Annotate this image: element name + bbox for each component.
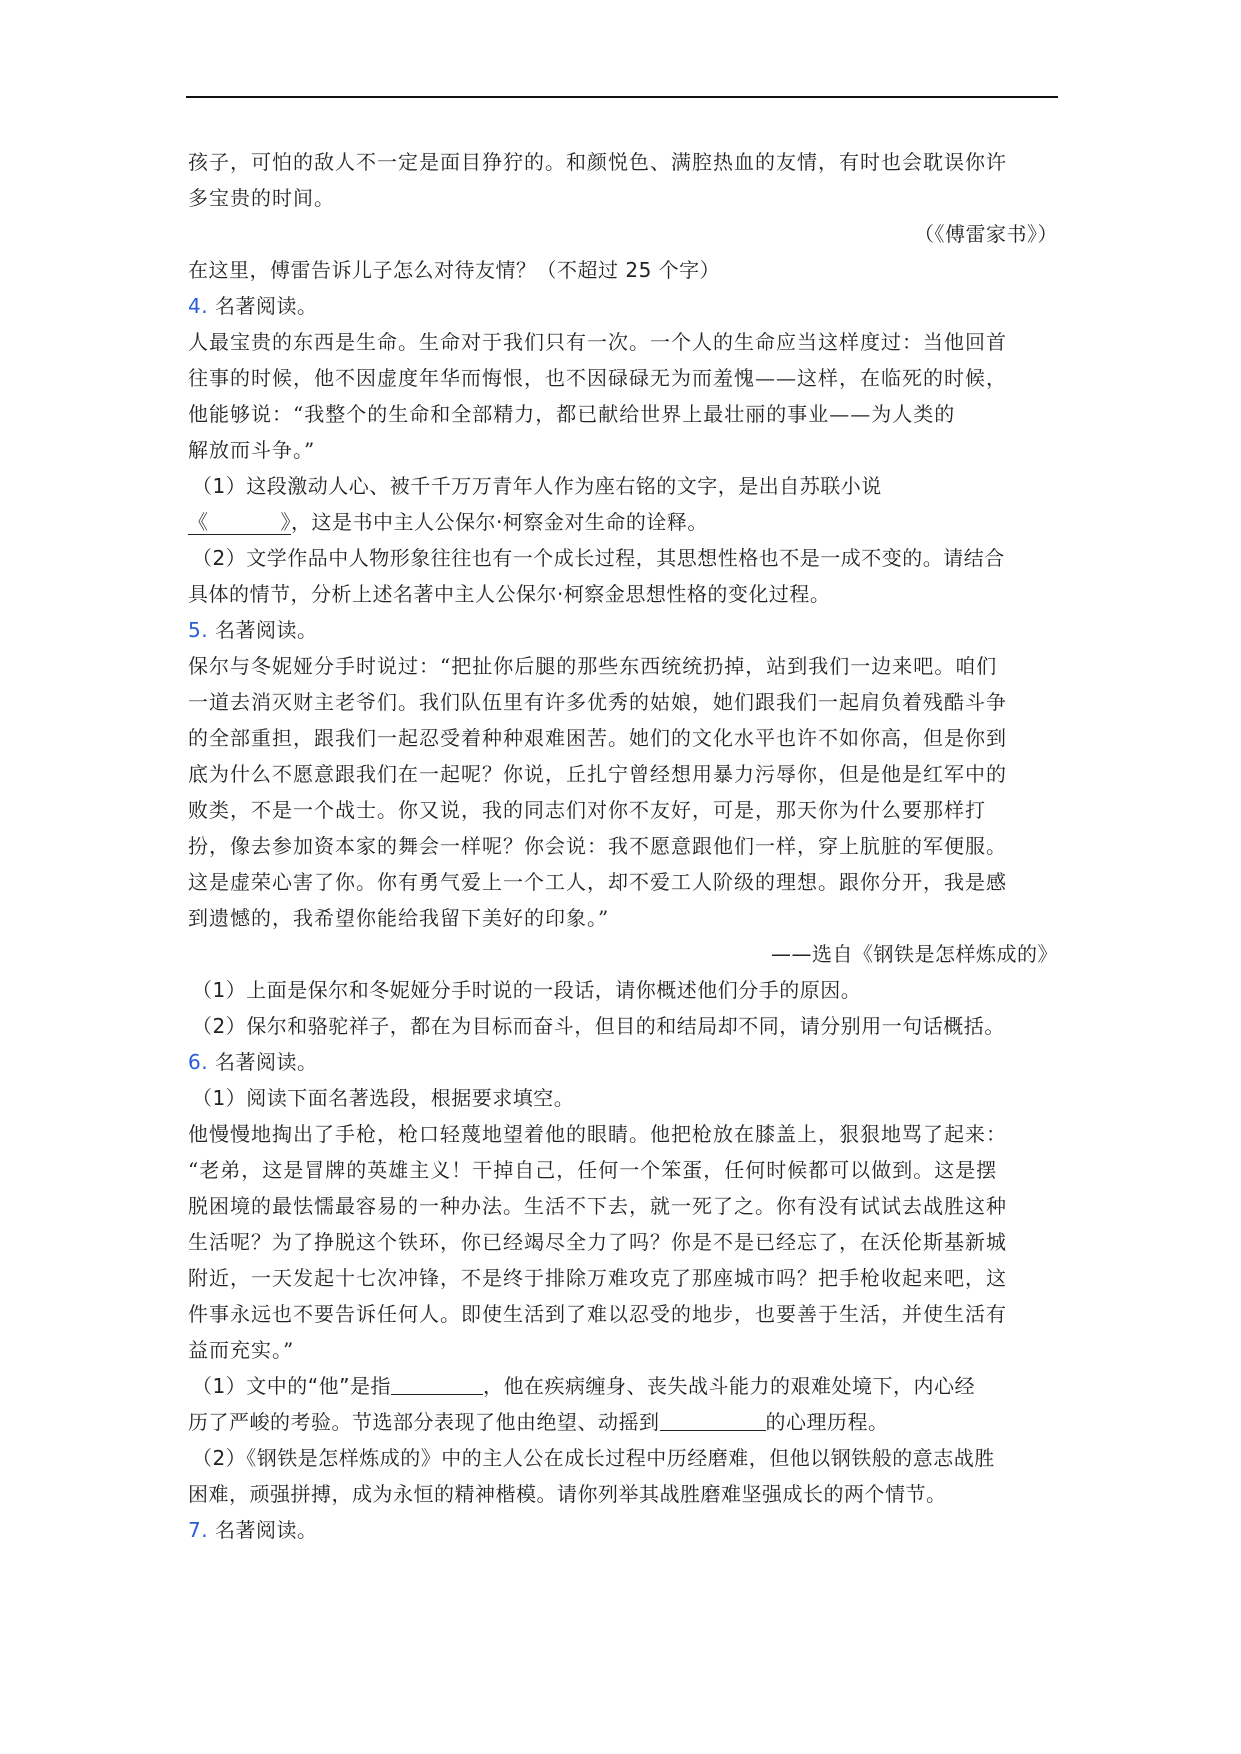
- passage-line: 脱困境的最怯懦最容易的一种办法。生活不下去，就一死了之。你有没有试试去战胜这种: [188, 1194, 1007, 1218]
- sub-question: 具体的情节，分析上述名著中主人公保尔·柯察金思想性格的变化过程。: [188, 582, 831, 606]
- passage-line: 败类，不是一个战士。你又说，我的同志们对你不友好，可是，那天你为什么要那样打: [188, 798, 986, 822]
- question-number: 4.: [188, 294, 209, 318]
- answer-blank-character[interactable]: [391, 1372, 483, 1395]
- sub-question: [188, 504, 1058, 540]
- sub-question: [188, 1404, 1058, 1440]
- question-prompt: 在这里，傅雷告诉儿子怎么对待友情？（不超过 25 个字）: [188, 258, 721, 282]
- passage-line: 扮，像去参加资本家的舞会一样呢？你会说：我不愿意跟他们一样，穿上肮脏的军便服。: [188, 834, 1007, 858]
- sub-question: （2）文学作品中人物形象往往也有一个成长过程，其思想性格也不是一成不变的。请结合: [192, 546, 1005, 570]
- passage-line: 益而充实。”: [188, 1338, 295, 1362]
- passage-line: 到遗憾的，我希望你能给我留下美好的印象。”: [188, 906, 610, 930]
- answer-blank-book-title[interactable]: [188, 510, 291, 535]
- sub-question: [188, 1368, 1058, 1404]
- sub-question-text: 历了严峻的考验。节选部分表现了他由绝望、动摇到: [188, 1410, 660, 1434]
- document-body: [188, 144, 1058, 1548]
- header-rule: [186, 96, 1058, 98]
- question-header-5: [188, 612, 1058, 648]
- question-title: 名著阅读。: [214, 1050, 318, 1074]
- passage-line: 他能够说：“我整个的生命和全部精力，都已献给世界上最壮丽的事业——为人类的: [188, 402, 956, 426]
- passage-line: 人最宝贵的东西是生命。生命对于我们只有一次。一个人的生命应当这样度过：当他回首: [188, 330, 1007, 354]
- sub-question: （1）阅读下面名著选段，根据要求填空。: [192, 1086, 575, 1110]
- passage-line: 解放而斗争。”: [188, 438, 316, 462]
- question-header-4: [188, 288, 1058, 324]
- sub-question: （2）《钢铁是怎样炼成的》中的主人公在成长过程中历经磨难，但他以钢铁般的意志战胜: [192, 1446, 995, 1470]
- passage-line: 附近，一天发起十七次冲锋，不是终于排除万难攻克了那座城市吗？把手枪收起来吧，这: [188, 1266, 1007, 1290]
- sub-question-text: 的心理历程。: [765, 1410, 889, 1434]
- passage-line: 孩子，可怕的敌人不一定是面目狰狞的。和颜悦色、满腔热血的友情，有时也会耽误你许: [188, 150, 1007, 174]
- passage-line: 多宝贵的时间。: [188, 186, 335, 210]
- answer-blank-mindset[interactable]: [660, 1408, 766, 1431]
- passage-line: 他慢慢地掏出了手枪，枪口轻蔑地望着他的眼睛。他把枪放在膝盖上，狠狠地骂了起来：: [188, 1122, 1007, 1146]
- passage-source: ——选自《钢铁是怎样炼成的》: [771, 942, 1058, 966]
- question-header-6: [188, 1044, 1058, 1080]
- sub-question-text: ，他在疾病缠身、丧失战斗能力的艰难处境下，内心经: [482, 1374, 975, 1398]
- question-number: 7.: [188, 1518, 209, 1542]
- sub-question-text: （1）文中的“他”是指: [192, 1374, 391, 1398]
- question-header-7: [188, 1512, 1058, 1548]
- question-number: 6.: [188, 1050, 209, 1074]
- sub-question: 困难，顽强拼搏，成为永恒的精神楷模。请你列举其战胜磨难坚强成长的两个情节。: [188, 1482, 947, 1506]
- question-title: 名著阅读。: [214, 618, 318, 642]
- passage-line: 底为什么不愿意跟我们在一起呢？你说，丘扎宁曾经想用暴力污辱你，但是他是红军中的: [188, 762, 1007, 786]
- question-title: 名著阅读。: [214, 1518, 318, 1542]
- passage-line: “老弟，这是冒牌的英雄主义！干掉自己，任何一个笨蛋，任何时候都可以做到。这是摆: [188, 1158, 998, 1182]
- question-number: 5.: [188, 618, 209, 642]
- passage-source: （《傅雷家书》）: [914, 222, 1058, 246]
- title-open-mark: 《: [188, 510, 209, 534]
- sub-question: （1）这段激动人心、被千千万万青年人作为座右铭的文字，是出自苏联小说: [192, 474, 882, 498]
- passage-line: 的全部重担，跟我们一起忍受着种种艰难困苦。她们的文化水平也许不如你高，但是你到: [188, 726, 1007, 750]
- question-title: 名著阅读。: [214, 294, 318, 318]
- passage-line: 这是虚荣心害了你。你有勇气爱上一个工人，却不爱工人阶级的理想。跟你分开，我是感: [188, 870, 1007, 894]
- sub-question: （2）保尔和骆驼祥子，都在为目标而奋斗，但目的和结局却不同，请分别用一句话概括。: [192, 1014, 1005, 1038]
- passage-line: 往事的时候，他不因虚度年华而悔恨，也不因碌碌无为而羞愧——这样，在临死的时候，: [188, 366, 1007, 390]
- sub-question: （1）上面是保尔和冬妮娅分手时说的一段话，请你概述他们分手的原因。: [192, 978, 862, 1002]
- sub-question-text: ，这是书中主人公保尔·柯察金对生命的诠释。: [291, 510, 708, 534]
- passage-line: 保尔与冬妮娅分手时说过：“把扯你后腿的那些东西统统扔掉，站到我们一边来吧。咱们: [188, 654, 998, 678]
- passage-line: 一道去消灭财主老爷们。我们队伍里有许多优秀的姑娘，她们跟我们一起肩负着残酷斗争: [188, 690, 1007, 714]
- passage-line: 件事永远也不要告诉任何人。即使生活到了难以忍受的地步，也要善于生活，并使生活有: [188, 1302, 1007, 1326]
- title-close-mark: 》: [280, 510, 291, 534]
- passage-line: 生活呢？为了挣脱这个铁环，你已经竭尽全力了吗？你是不是已经忘了，在沃伦斯基新城: [188, 1230, 1007, 1254]
